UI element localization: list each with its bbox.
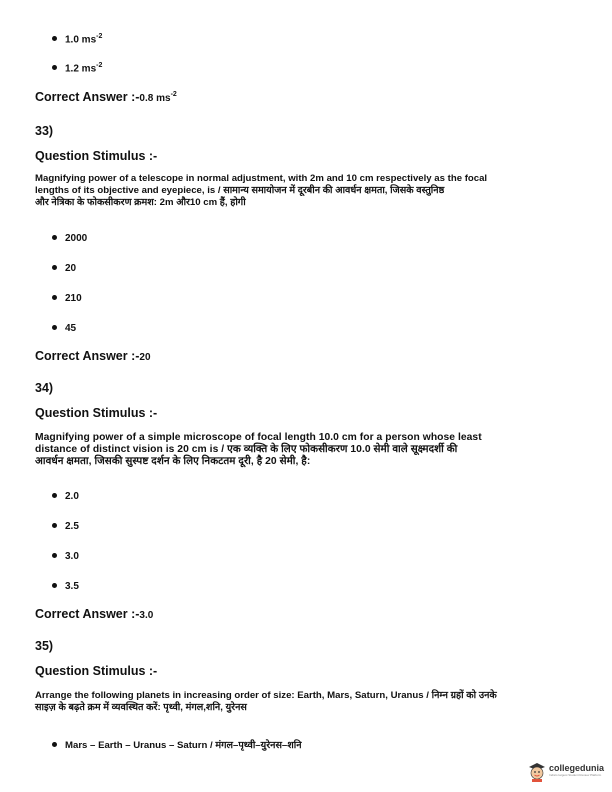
bullet-icon: [52, 493, 57, 498]
brand-name: collegedunia: [549, 763, 605, 773]
answer-label: Correct Answer :-: [35, 90, 140, 104]
answer-label: Correct Answer :-: [35, 607, 140, 621]
question-number: 33): [35, 124, 54, 138]
answer-value: 3.0: [139, 610, 154, 621]
stem-line: distance of distinct vision is 20 cm is / एक व्यक्ति के लिए फोकसीकरण 10.0 सेमी वाले सूक्ष्मदर्शी की: [35, 444, 458, 455]
option-item: [52, 551, 79, 562]
option-text: 20: [65, 263, 77, 274]
option-item: [52, 33, 102, 45]
option-item: [52, 738, 302, 751]
bullet-icon: [52, 65, 57, 70]
option-text: 1.0 ms: [65, 34, 97, 46]
bullet-icon: [52, 742, 57, 747]
question-stem: [35, 173, 583, 209]
answer-value: 20: [139, 352, 151, 363]
brand-tagline: India's largest Student Review Platform: [549, 773, 602, 777]
answer-value: 0.8 ms: [139, 93, 171, 104]
correct-answer: [35, 90, 177, 104]
stem-line: साइज़ के बढ़ते क्रम में व्यवस्थित करें: पृथ्वी, मंगल,शनि, युरेनस: [35, 702, 247, 713]
question-number: 35): [35, 639, 54, 653]
option-exponent: -2: [96, 62, 103, 69]
option-item: [52, 293, 82, 304]
option-text: 210: [65, 293, 82, 304]
stem-line: Magnifying power of a telescope in normal adjustment, with 2m and 10 cm respectively as the focal: [35, 173, 488, 184]
bullet-icon: [52, 36, 57, 41]
collegedunia-logo: [527, 760, 607, 784]
correct-answer: [35, 607, 153, 621]
bullet-icon: [52, 325, 57, 330]
question-stimulus-label: Question Stimulus :-: [35, 149, 158, 163]
question-stimulus-label: Question Stimulus :-: [35, 406, 158, 420]
option-text: 3.5: [65, 581, 79, 592]
stem-line: Magnifying power of a simple microscope of focal length 10.0 cm for a person whose least: [35, 432, 482, 443]
option-item: [52, 233, 87, 244]
student-mascot-icon: [527, 761, 547, 783]
option-item: [52, 62, 102, 74]
bullet-icon: [52, 235, 57, 240]
option-item: [52, 491, 79, 502]
question-number: 34): [35, 381, 54, 395]
option-text: 45: [65, 323, 77, 334]
option-item: [52, 263, 76, 274]
question-stem: [35, 432, 583, 468]
bullet-icon: [52, 265, 57, 270]
bullet-icon: [52, 523, 57, 528]
correct-answer: [35, 349, 151, 363]
question-stem: [35, 690, 583, 714]
stem-line: Arrange the following planets in increasing order of size: Earth, Mars, Saturn, Uranus / निम्न ग्रहों को उनके: [35, 690, 497, 701]
option-text: 1.2 ms: [65, 63, 97, 75]
answer-exponent: -2: [170, 90, 177, 98]
option-item: [52, 581, 79, 592]
stem-line: और नेत्रिका के फोकसीकरण क्रमश: 2m और10 cm हैं, होगी: [35, 197, 246, 208]
option-text: Mars – Earth – Uranus – Saturn / मंगल–पृथ्वी–युरेनस–शनि: [65, 740, 302, 751]
stem-line: lengths of its objective and eyepiece, is / सामान्य समायोजन में दूरबीन की आवर्धन क्षमता, जिसके वस्तुनिष्ठ: [35, 185, 445, 196]
question-stimulus-label: Question Stimulus :-: [35, 664, 158, 678]
option-text: 2000: [65, 233, 88, 244]
option-item: [52, 521, 79, 532]
option-exponent: -2: [96, 33, 103, 40]
answer-label: Correct Answer :-: [35, 349, 140, 363]
option-text: 3.0: [65, 551, 79, 562]
option-item: [52, 323, 76, 334]
bullet-icon: [52, 583, 57, 588]
bullet-icon: [52, 553, 57, 558]
bullet-icon: [52, 295, 57, 300]
stem-line: आवर्धन क्षमता, जिसकी सुस्पष्ट दर्शन के लिए निकटतम दूरी, है 20 सेमी, है:: [35, 456, 311, 467]
option-text: 2.5: [65, 521, 79, 532]
option-text: 2.0: [65, 491, 79, 502]
